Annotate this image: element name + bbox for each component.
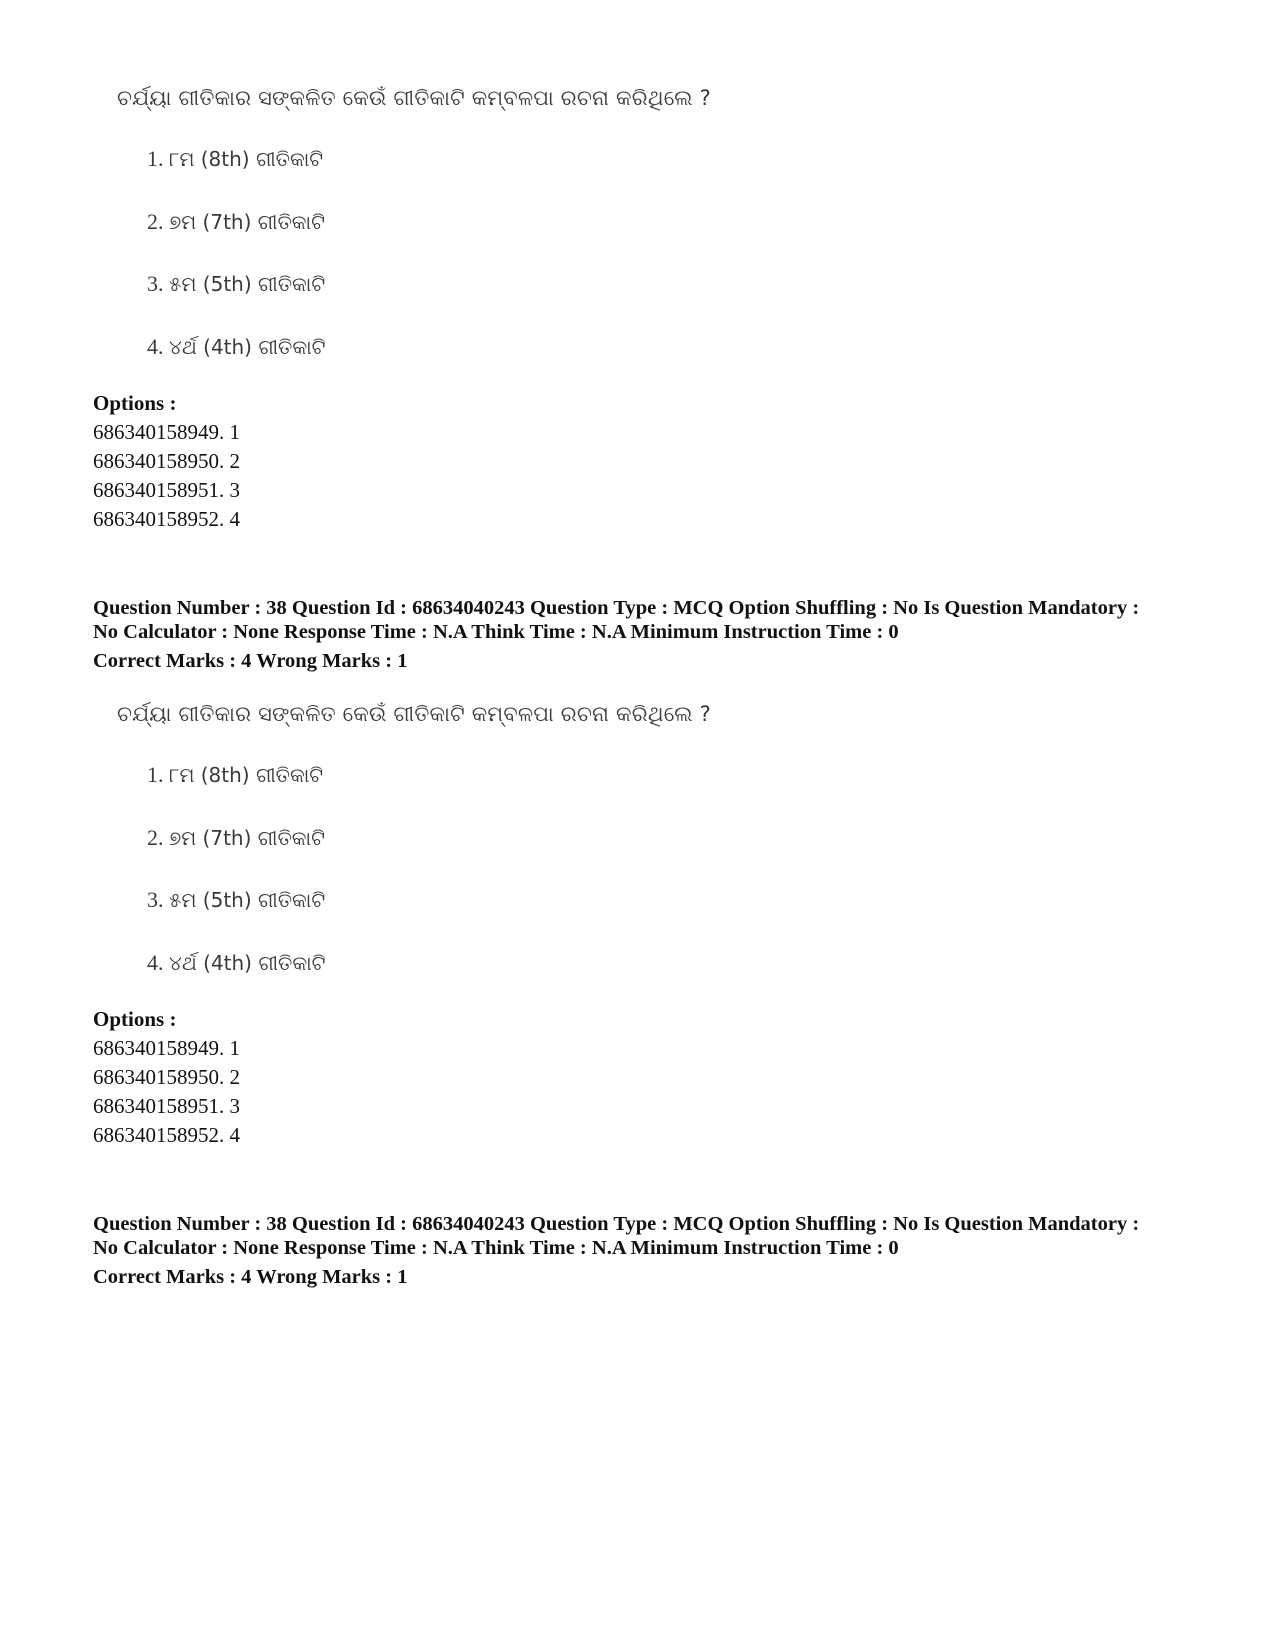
option-item: 686340158950. 2 xyxy=(93,1065,240,1089)
meta-line: Question Number : 38 Question Id : 68634040243 Question Type : MCQ Option Shuffling : No Is Question Mandatory : xyxy=(93,597,1140,619)
choice-number: 3. xyxy=(147,271,164,296)
question-image xyxy=(93,86,793,376)
choice-number: 1. xyxy=(147,762,164,787)
option-item: 686340158950. 2 xyxy=(93,449,240,473)
option-item: 686340158951. 3 xyxy=(93,1094,240,1118)
question-meta-2 xyxy=(93,1212,1213,1289)
options-title: Options : xyxy=(93,1007,177,1031)
choice-number: 4. xyxy=(147,334,164,359)
choice-number: 3. xyxy=(147,887,164,912)
choice-text: ୮ମ (8th) ଗୀତିକାଟି xyxy=(169,147,324,171)
options-list xyxy=(93,1005,240,1150)
choice-text: ୭ମ (7th) ଗୀତିକାଟି xyxy=(169,210,325,234)
choice-text: ୪ର୍ଥ (4th) ଗୀତିକାଟି xyxy=(169,951,326,975)
question-block-1 xyxy=(93,86,1213,531)
meta-line: No Calculator : None Response Time : N.A Think Time : N.A Minimum Instruction Time : 0 xyxy=(93,1237,899,1259)
marks-line: Correct Marks : 4 Wrong Marks : 1 xyxy=(93,650,408,672)
choice-text: ୭ମ (7th) ଗୀତିକାଟି xyxy=(169,826,325,850)
question-text: ଚର୍ଯ୍ୟା ଗୀତିକାର ସଙ୍କଳିତ କେଉଁ ଗୀତିକାଟି କମ୍ବଳପା ରଚନା କରିଥିଲେ ? xyxy=(117,86,711,110)
choice-text: ୫ମ (5th) ଗୀତିକାଟି xyxy=(169,888,326,912)
choice-2 xyxy=(147,825,325,851)
choice-text: ୫ମ (5th) ଗୀତିକାଟି xyxy=(169,272,326,296)
choice-4 xyxy=(147,334,326,360)
option-item: 686340158951. 3 xyxy=(93,478,240,502)
choice-1 xyxy=(147,762,323,788)
choice-3 xyxy=(147,271,325,297)
choice-number: 4. xyxy=(147,950,164,975)
options-list xyxy=(93,389,240,534)
choice-number: 2. xyxy=(147,209,164,234)
choice-number: 2. xyxy=(147,825,164,850)
meta-line: No Calculator : None Response Time : N.A Think Time : N.A Minimum Instruction Time : 0 xyxy=(93,621,899,643)
option-item: 686340158952. 4 xyxy=(93,507,240,531)
option-item: 686340158952. 4 xyxy=(93,1123,240,1147)
choice-3 xyxy=(147,887,325,913)
meta-line: Question Number : 38 Question Id : 68634040243 Question Type : MCQ Option Shuffling : No Is Question Mandatory : xyxy=(93,1213,1140,1235)
question-meta-1 xyxy=(93,596,1213,673)
choice-number: 1. xyxy=(147,146,164,171)
options-title: Options : xyxy=(93,391,177,415)
question-block-2 xyxy=(93,702,1213,1147)
option-item: 686340158949. 1 xyxy=(93,1036,240,1060)
marks-line: Correct Marks : 4 Wrong Marks : 1 xyxy=(93,1266,408,1288)
option-item: 686340158949. 1 xyxy=(93,420,240,444)
question-text: ଚର୍ଯ୍ୟା ଗୀତିକାର ସଙ୍କଳିତ କେଉଁ ଗୀତିକାଟି କମ୍ବଳପା ରଚନା କରିଥିଲେ ? xyxy=(117,702,711,726)
choice-4 xyxy=(147,950,326,976)
choice-text: ୮ମ (8th) ଗୀତିକାଟି xyxy=(169,763,324,787)
choice-2 xyxy=(147,209,325,235)
choice-text: ୪ର୍ଥ (4th) ଗୀତିକାଟି xyxy=(169,335,326,359)
choice-1 xyxy=(147,146,323,172)
question-image xyxy=(93,702,793,992)
